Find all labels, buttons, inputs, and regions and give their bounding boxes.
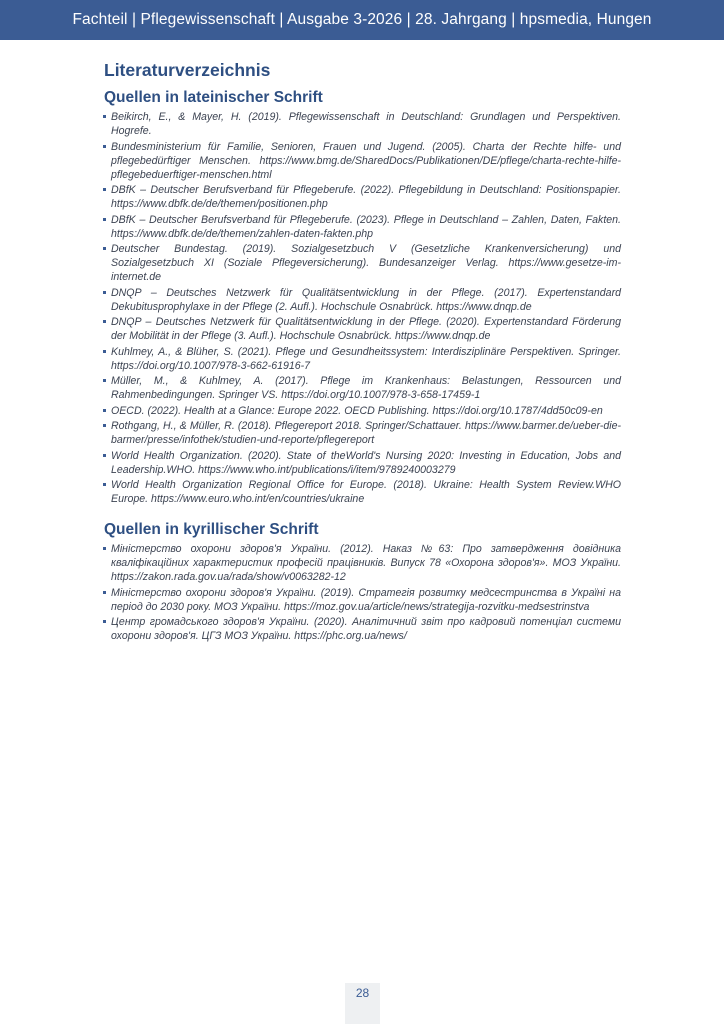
section-title-cyrillic: Quellen in kyrillischer Schrift xyxy=(104,521,319,538)
list-item xyxy=(104,374,621,402)
list-item xyxy=(104,449,621,477)
reference-text: Центр громадського здоров'я України. (2020). Аналітичний звіт про кадровий потенціал системи охорони здоров'я. ЦГЗ МОЗ України. https://phc.org.ua/news/ xyxy=(111,616,621,642)
reference-text: DNQP – Deutsches Netzwerk für Qualitätsentwicklung in der Pflege. (2020). Expertenstandard Förderung der Mobilität in der Pflege (3. Aufl.). Hochschule Osnabrück. https://www.dnqp.de xyxy=(111,316,621,342)
list-item xyxy=(104,286,621,314)
reference-text: Міністерство охорони здоров'я України. (2012). Наказ №63: Про затвердження довідника кваліфікаційних характеристик професій працівників. Випуск 78 «Охорона здоров'я». МОЗ України. https://zakon.rada.gov.ua/rada/show/v0063282-12 xyxy=(111,543,621,583)
reference-list-cyrillic xyxy=(104,542,621,643)
reference-text: Rothgang, H., & Müller, R. (2018). Pflegereport 2018. Springer/Schattauer. https://www.barmer.de/ueber-die-barmer/presse/infothek/studien-und-reporte/pflegereport xyxy=(111,420,621,446)
reference-list-latin xyxy=(104,110,621,506)
page-header xyxy=(0,0,724,40)
list-item xyxy=(104,542,621,584)
list-item xyxy=(104,478,621,506)
page-number: 28 xyxy=(355,986,370,1000)
list-item xyxy=(104,404,621,418)
reference-text: DBfK – Deutscher Berufsverband für Pflegeberufe. (2022). Pflegebildung in Deutschland: Positionspapier. https://www.dbfk.de/de/themen/positionen.php xyxy=(111,184,621,210)
reference-text: Müller, M., & Kuhlmey, A. (2017). Pflege im Krankenhaus: Belastungen, Ressourcen und Rahmenbedingungen. Springer VS. https://doi.org/10.1007/978-3-658-17459-1 xyxy=(111,375,621,401)
list-item xyxy=(104,110,621,138)
header-title: Fachteil | Pflegewissenschaft | Ausgabe 3-2026 | 28. Jahrgang | hpsmedia, Hungen xyxy=(72,11,652,28)
reference-text: DBfK – Deutscher Berufsverband für Pflegeberufe. (2023). Pflege in Deutschland – Zahlen, Daten, Fakten. https://www.dbfk.de/de/themen/zahlen-daten-fakten.php xyxy=(111,213,621,240)
page-title: Literaturverzeichnis xyxy=(104,60,271,80)
list-item xyxy=(104,345,621,373)
reference-text: World Health Organization. (2020). State of theWorld's Nursing 2020: Investing in Education, Jobs and Leadership.WHO. https://www.who.int/publications/i/item/9789240003279 xyxy=(111,449,621,476)
list-item xyxy=(104,315,621,343)
main-content xyxy=(104,56,621,645)
reference-text: Beikirch, E., & Mayer, H. (2019). Pflegewissenschaft in Deutschland: Grundlagen und Perspektiven. Hogrefe. xyxy=(111,111,621,137)
list-item xyxy=(104,615,621,643)
reference-text: Deutscher Bundestag. (2019). Sozialgesetzbuch V (Gesetzliche Krankenversicherung) und Sozialgesetzbuch XI (Soziale Pflegeversicherung). Bundesanzeiger Verlag. https://www.gesetze-im-internet.de xyxy=(111,243,621,283)
reference-text: Bundesministerium für Familie, Senioren, Frauen und Jugend. (2005). Charta der Rechte hilfe- und pflegebedürftiger Menschen. https://www.bmg.de/SharedDocs/Publikationen/DE/pflege/charta-rechte-hilfe-pflegebeduerftiger-menschen.html xyxy=(111,140,621,181)
reference-text: DNQP – Deutsches Netzwerk für Qualitätsentwicklung in der Pflege. (2017). Expertenstandard Dekubitusprophylaxe in der Pflege (2. Aufl.). Hochschule Osnabrück. https://www.dnqp.de xyxy=(111,286,621,313)
section-title-latin: Quellen in lateinischer Schrift xyxy=(104,89,323,106)
list-item xyxy=(104,586,621,614)
list-item xyxy=(104,213,621,241)
reference-text: Міністерство охорони здоров'я України. (2019). Стратегія розвитку медсестринства в Україні на період до 2030 року. МОЗ України. https://moz.gov.ua/article/news/strategija-rozvitku-medsestrinstva xyxy=(111,586,621,613)
reference-text: OECD. (2022). Health at a Glance: Europe 2022. OECD Publishing. https://doi.org/10.1787/4dd50c09-en xyxy=(111,404,603,417)
list-item xyxy=(104,419,621,447)
reference-text: Kuhlmey, A., & Blüher, S. (2021). Pflege und Gesundheitssystem: Interdisziplinäre Perspektiven. Springer. https://doi.org/10.1007/978-3-662-61916-7 xyxy=(111,345,621,372)
reference-text: World Health Organization Regional Office for Europe. (2018). Ukraine: Health System Review.WHO Europe. https://www.euro.who.int/en/countries/ukraine xyxy=(111,479,621,505)
list-item xyxy=(104,140,621,182)
list-item xyxy=(104,242,621,284)
list-item xyxy=(104,183,621,211)
